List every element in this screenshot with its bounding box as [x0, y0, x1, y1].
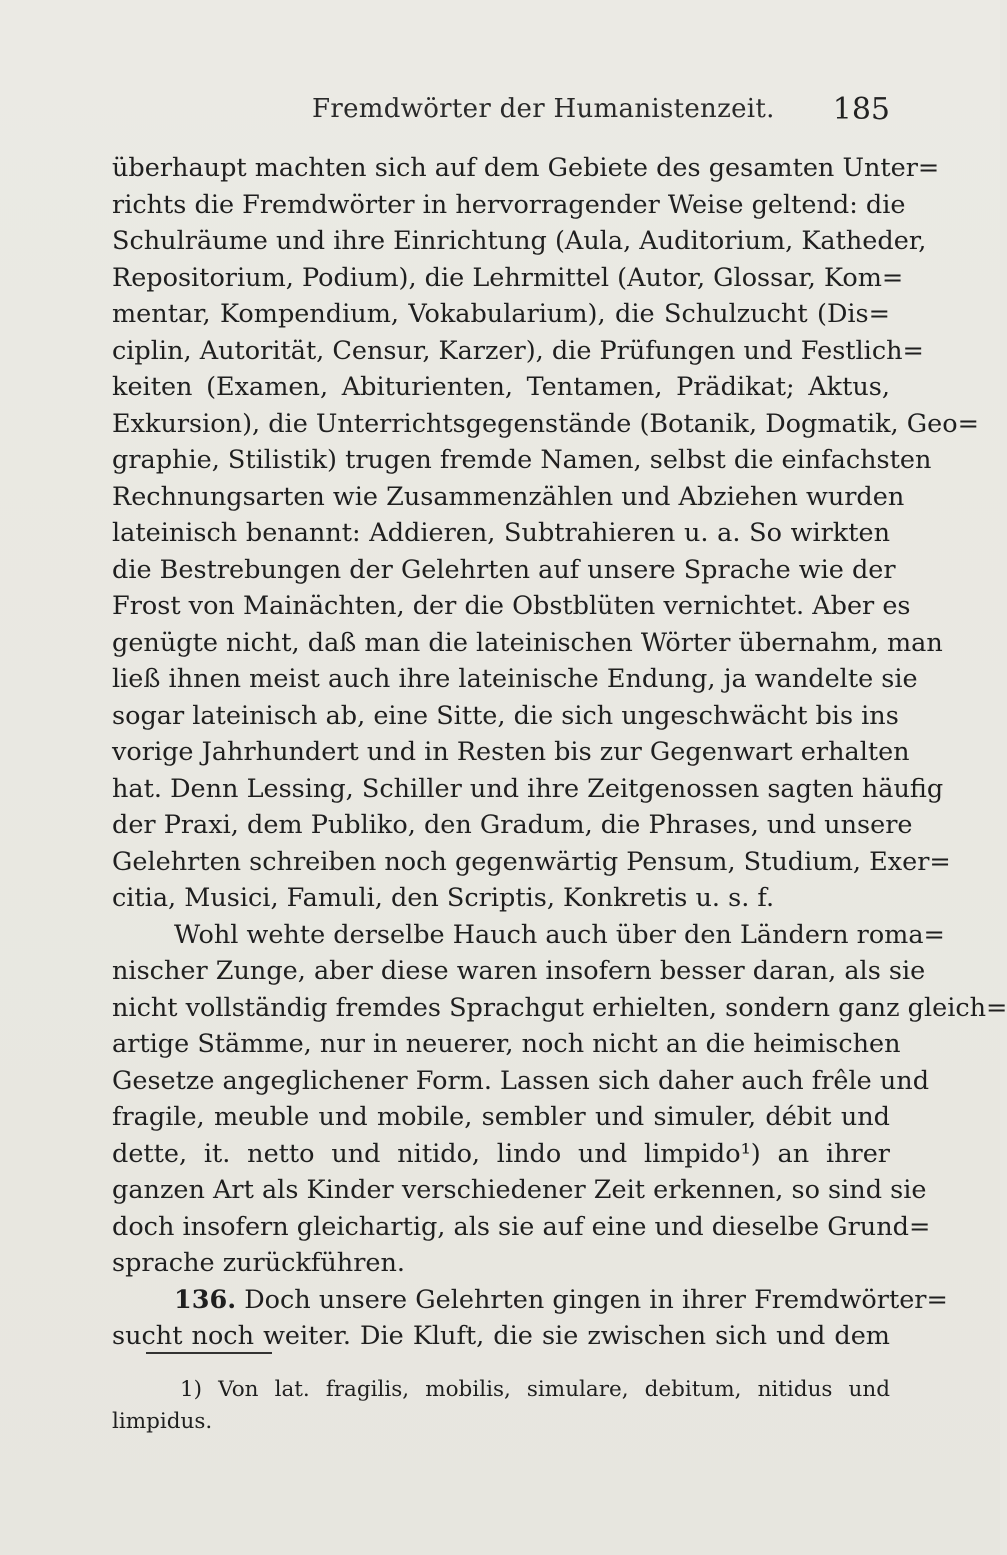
text-line: Gesetze angeglichener Form. Lassen sich daher auch frêle und — [112, 1065, 930, 1096]
text-line: Gelehrten schreiben noch gegenwärtig Pensum, Studium, Exer= — [112, 846, 951, 877]
text-line: Schulräume und ihre Einrichtung (Aula, Auditorium, Katheder, — [112, 226, 927, 256]
text-line: Repositorium, Podium), die Lehrmittel (Autor, Glossar, Kom= — [112, 262, 904, 293]
footnote-line: 1) Von lat. fragilis, mobilis, simulare, debitum, nitidus und — [180, 1377, 890, 1402]
page-header — [112, 92, 890, 132]
text-line: ganzen Art als Kinder verschiedener Zeit erkennen, so sind sie — [112, 1175, 927, 1205]
text-line: ciplin, Autorität, Censur, Karzer), die Prüfungen und Festlich= — [112, 335, 924, 366]
text-line: Exkursion), die Unterrichtsgegenstände (Botanik, Dogmatik, Geo= — [112, 408, 979, 439]
text-line: artige Stämme, nur in neuerer, noch nicht an die heimischen — [112, 1029, 901, 1059]
text-line: der Praxi, dem Publiko, den Gradum, die Phrases, und unsere — [112, 810, 913, 840]
text-line: überhaupt machten sich auf dem Gebiete des gesamten Unter= — [112, 153, 940, 183]
text-line: richts die Fremdwörter in hervorragender Weise geltend: die — [112, 189, 906, 220]
text-line: Frost von Mainächten, der die Obstblüten vernichtet. Aber es — [112, 591, 911, 621]
section-line-text: Doch unsere Gelehrten gingen in ihrer Fremdwörter= — [244, 1284, 948, 1315]
text-line: die Bestrebungen der Gelehrten auf unsere Sprache wie der — [112, 554, 896, 585]
text-line: graphie, Stilistik) trugen fremde Namen, selbst die einfachsten — [112, 445, 932, 475]
text-line: sprache zurückführen. — [112, 1248, 406, 1278]
text-line: citia, Musici, Famuli, den Scriptis, Konkretis u. s. f. — [112, 883, 775, 913]
text-line: keiten (Examen, Abiturienten, Tentamen, Prädikat; Aktus, — [112, 372, 890, 402]
text-line: mentar, Kompendium, Vokabularium), die Schulzucht (Dis= — [112, 299, 890, 329]
body-text — [112, 150, 1007, 1355]
footnotes — [112, 1374, 890, 1438]
text-line: nischer Zunge, aber diese waren insofern besser daran, als sie — [112, 956, 926, 986]
text-line: dette, it. netto und nitido, lindo und limpido¹) an ihrer — [112, 1138, 890, 1169]
text-line: doch insofern gleichartig, als sie auf eine und dieselbe Grund= — [112, 1211, 931, 1242]
footnote-rule — [146, 1352, 272, 1354]
text-line: hat. Denn Lessing, Schiller und ihre Zeitgenossen sagten häufig — [112, 773, 944, 804]
running-title: Fremdwörter der Humanistenzeit. — [312, 94, 775, 124]
section-start-line — [112, 1282, 948, 1319]
text-line: genügte nicht, daß man die lateinischen Wörter übernahm, man — [112, 627, 943, 658]
section-number: 136. — [174, 1284, 237, 1315]
text-line: sogar lateinisch ab, eine Sitte, die sich ungeschwächt bis ins — [112, 700, 899, 731]
page-number: 185 — [832, 92, 890, 127]
text-line: sucht noch weiter. Die Kluft, die sie zwischen sich und dem — [112, 1321, 890, 1351]
text-line: fragile, meuble und mobile, sembler und simuler, débit und — [112, 1102, 890, 1132]
text-line: ließ ihnen meist auch ihre lateinische Endung, ja wandelte sie — [112, 664, 918, 694]
paragraph-start-line: Wohl wehte derselbe Hauch auch über den Ländern roma= — [174, 919, 945, 950]
footnote-line: limpidus. — [112, 1409, 213, 1434]
text-line: Rechnungsarten wie Zusammenzählen und Abziehen wurden — [112, 481, 905, 512]
text-line: nicht vollständig fremdes Sprachgut erhielten, sondern ganz gleich= — [112, 992, 1007, 1023]
text-line: lateinisch benannt: Addieren, Subtrahieren u. a. So wirkten — [112, 518, 890, 548]
text-line: vorige Jahrhundert und in Resten bis zur Gegenwart erhalten — [112, 737, 910, 767]
